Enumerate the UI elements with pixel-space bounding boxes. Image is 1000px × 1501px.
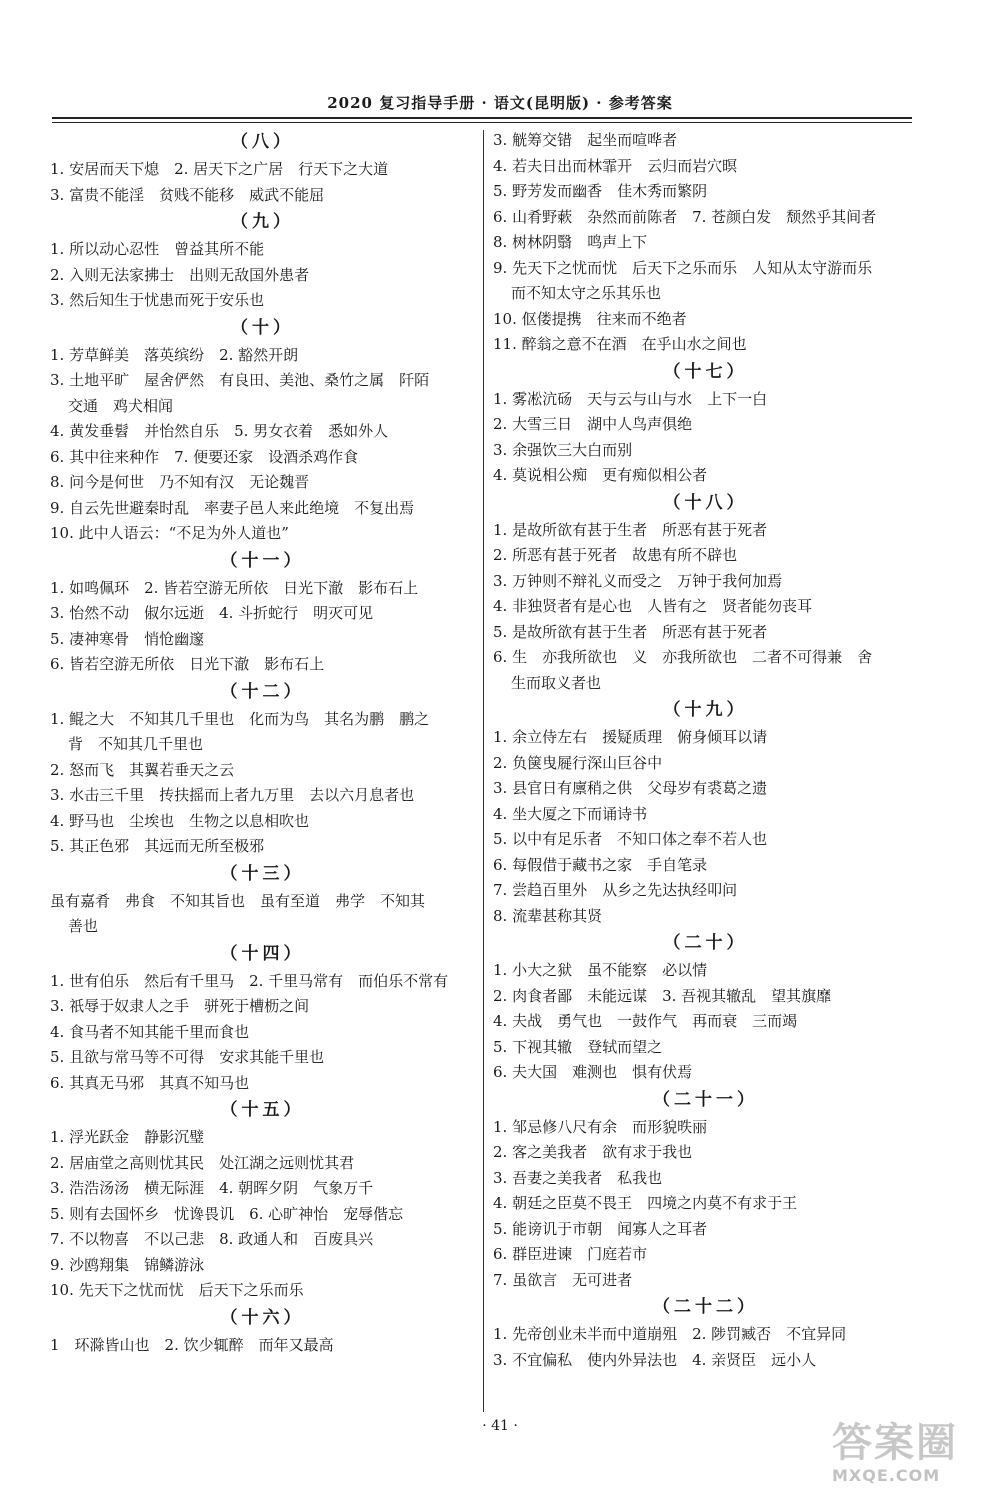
section-title: （十七） xyxy=(663,361,748,382)
answer-line: 5. 则有去国怀乡 忧谗畏讥 6. 心旷神怡 宠辱偕忘 xyxy=(50,1204,404,1223)
answer-line: 3. 水击三千里 抟扶摇而上者九万里 去以六月息者也 xyxy=(50,786,415,804)
answer-line: 4. 非独贤者有是心也 人皆有之 贤者能勿丧耳 xyxy=(493,597,813,615)
answer-line: 2. 入则无法家拂士 出则无敌国外患者 xyxy=(50,265,310,284)
answer-line: 3. 觥筹交错 起坐而喧哗者 xyxy=(493,131,678,149)
section-title: （十八） xyxy=(663,492,748,513)
answer-line: 背 不知其几千里也 xyxy=(68,735,204,753)
answer-line: 8. 问今是何世 乃不知有汉 无论魏晋 xyxy=(50,473,310,491)
answer-line: 1. 如鸣佩环 2. 皆若空游无所依 日光下澈 影布石上 xyxy=(50,578,419,597)
answer-line: 1. 世有伯乐 然后有千里马 2. 千里马常有 而伯乐不常有 xyxy=(50,971,449,990)
section-title: （九） xyxy=(231,212,294,232)
answer-line: 5. 其正色邪 其远而无所至极邪 xyxy=(50,837,265,855)
section-title: （十三） xyxy=(220,863,305,884)
answer-line: 10. 先天下之忧而忧 后天下之乐而乐 xyxy=(50,1281,304,1299)
header-rule-thick xyxy=(52,117,912,119)
answer-line: 4. 野马也 尘埃也 生物之以息相吹也 xyxy=(50,811,310,830)
answer-line: 6. 其中往来种作 7. 便要还家 设酒杀鸡作食 xyxy=(50,447,359,466)
answer-line: 4. 朝廷之臣莫不畏王 四境之内莫不有求于王 xyxy=(493,1194,798,1212)
answer-line: 2. 负箧曳屣行深山巨谷中 xyxy=(493,753,663,772)
answer-line: 2. 大雪三日 湖中人鸟声俱绝 xyxy=(493,415,693,433)
answer-line: 6. 其真无马邪 其真不知马也 xyxy=(50,1073,250,1092)
answer-line: 6. 皆若空游无所依 日光下澈 影布石上 xyxy=(50,655,325,673)
answer-line: 1. 芳草鲜美 落英缤纷 2. 豁然开朗 xyxy=(50,345,299,364)
answer-line: 交通 鸡犬相闻 xyxy=(68,396,174,415)
answer-line: 10. 伛偻提携 往来而不绝者 xyxy=(493,309,687,328)
answer-section xyxy=(50,128,475,208)
answer-section xyxy=(493,128,918,358)
answer-section xyxy=(493,1086,918,1294)
answer-line: 3. 不宜偏私 使内外异法也 4. 亲贤臣 远小人 xyxy=(493,1350,817,1369)
answer-line: 3. 然后知生于忧患而死于安乐也 xyxy=(50,291,265,309)
answer-line: 5. 是故所欲有甚于生者 所恶有甚于死者 xyxy=(493,622,768,641)
answer-line: 4. 莫说相公痴 更有痴似相公者 xyxy=(493,466,708,484)
answer-section xyxy=(50,1096,475,1304)
answer-section xyxy=(493,1293,918,1373)
answer-line: 1. 浮光跃金 静影沉璧 xyxy=(50,1128,205,1146)
answer-line: 4. 若夫日出而林霏开 云归而岩穴暝 xyxy=(493,156,738,175)
answer-line: 2. 所恶有甚于死者 故患有所不辟也 xyxy=(493,546,738,564)
answer-line: 7. 虽欲言 无可进者 xyxy=(493,1270,633,1289)
answer-line: 2. 怒而飞 其翼若垂天之云 xyxy=(50,760,235,779)
answer-section xyxy=(50,678,475,860)
answer-line: 1. 安居而天下熄 2. 居天下之广居 行天下之大道 xyxy=(50,160,389,178)
answer-section xyxy=(50,1304,475,1359)
answer-line: 1. 雾凇沆砀 天与云与山与水 上下一白 xyxy=(493,389,768,408)
answer-line: 2. 肉食者鄙 未能远谋 3. 吾视其辙乱 望其旗靡 xyxy=(493,986,832,1005)
answer-line: 3. 富贵不能淫 贫贱不能移 威武不能屈 xyxy=(50,185,325,204)
answer-line: 6. 生 亦我所欲也 义 亦我所欲也 二者不可得兼 舍 xyxy=(493,648,873,666)
answer-line: 11. 醉翁之意不在酒 在乎山水之间也 xyxy=(493,335,747,353)
section-title: （十一） xyxy=(220,550,305,571)
answer-line: 5. 野芳发而幽香 佳木秀而繁阴 xyxy=(493,182,708,200)
column-divider xyxy=(483,130,484,1412)
answer-line: 9. 自云先世避秦时乱 率妻子邑人来此绝境 不复出焉 xyxy=(50,498,415,517)
answer-line: 而不知太守之乐其乐也 xyxy=(511,284,662,302)
answer-line: 7. 不以物喜 不以己悲 8. 政通人和 百废具兴 xyxy=(50,1230,374,1248)
answer-section xyxy=(50,314,475,547)
watermark-logo xyxy=(832,1420,992,1494)
answer-line: 4. 坐大厦之下而诵诗书 xyxy=(493,804,648,823)
section-title: （十四） xyxy=(220,943,305,964)
right-column xyxy=(493,128,918,1373)
section-title: （二十二） xyxy=(653,1297,758,1317)
answer-line: 10. 此中人语云：“不足为外人道也” xyxy=(50,524,289,542)
section-title: （十五） xyxy=(220,1100,305,1120)
answer-line: 2. 居庙堂之高则忧其民 处江湖之远则忧其君 xyxy=(50,1153,355,1172)
answer-line: 7. 尝趋百里外 从乡之先达执经叩问 xyxy=(493,881,738,899)
answer-line: 1. 是故所欲有甚于生者 所恶有甚于死者 xyxy=(493,520,768,539)
section-title: （十六） xyxy=(220,1307,305,1328)
answer-line: 虽有嘉肴 弗食 不知其旨也 虽有至道 弗学 不知其 xyxy=(50,891,426,910)
answer-line: 5. 凄神寒骨 悄怆幽邃 xyxy=(50,629,205,648)
answer-line: 1. 鲲之大 不知其几千里也 化而为鸟 其名为鹏 鹏之 xyxy=(50,709,430,728)
watermark-logo-text: 答案圈 xyxy=(832,1420,958,1466)
section-title: （二十一） xyxy=(653,1089,758,1110)
section-title: （十九） xyxy=(663,700,748,720)
answer-line: 9. 先天下之忧而忧 后天下之乐而乐 人知从太守游而乐 xyxy=(493,258,873,277)
answer-line: 4. 食马者不知其能千里而食也 xyxy=(50,1022,250,1041)
header-rule-thin xyxy=(52,122,912,123)
answer-line: 8. 流辈甚称其贤 xyxy=(493,906,603,925)
answer-section xyxy=(50,547,475,678)
answer-line: 6. 每假借于藏书之家 手自笔录 xyxy=(493,855,708,874)
answer-line: 3. 怡然不动 俶尔远逝 4. 斗折蛇行 明灭可见 xyxy=(50,604,374,622)
answer-line: 3. 祇辱于奴隶人之手 骈死于槽枥之间 xyxy=(50,997,310,1015)
answer-line: 生而取义者也 xyxy=(511,673,602,692)
answer-section xyxy=(50,208,475,314)
answer-line: 8. 树林阴翳 鸣声上下 xyxy=(493,233,648,251)
answer-section xyxy=(50,860,475,940)
answer-line: 3. 县官日有廪稍之供 父母岁有裘葛之遗 xyxy=(493,779,768,797)
answer-line: 6. 山肴野蔌 杂然而前陈者 7. 苍颜白发 颓然乎其间者 xyxy=(493,207,877,226)
section-title: （十） xyxy=(231,317,294,338)
answer-line: 1 环滁皆山也 2. 饮少辄醉 而年又最高 xyxy=(50,1335,334,1354)
answer-line: 2. 客之美我者 欲有求于我也 xyxy=(493,1143,693,1161)
answer-line: 6. 群臣进谏 门庭若市 xyxy=(493,1245,648,1263)
answer-section xyxy=(493,929,918,1086)
page-number: · 41 · xyxy=(482,1418,518,1434)
section-title: （十二） xyxy=(220,681,305,702)
watermark-domain: MXQE.COM xyxy=(832,1466,941,1485)
answer-line: 3. 万钟则不辩礼义而受之 万钟于我何加焉 xyxy=(493,571,783,590)
answer-line: 4. 夫战 勇气也 一鼓作气 再而衰 三而竭 xyxy=(493,1012,798,1030)
answer-line: 5. 以中有足乐者 不知口体之奉不若人也 xyxy=(493,830,768,848)
answer-line: 1. 小大之狱 虽不能察 必以情 xyxy=(493,961,708,979)
answer-line: 1. 邹忌修八尺有余 而形貌昳丽 xyxy=(493,1117,708,1136)
answer-line: 5. 能谤讥于市朝 闻寡人之耳者 xyxy=(493,1219,708,1238)
answer-section xyxy=(50,940,475,1097)
answer-line: 9. 沙鸥翔集 锦鳞游泳 xyxy=(50,1255,205,1274)
left-column xyxy=(50,128,475,1358)
answer-line: 3. 余强饮三大白而别 xyxy=(493,440,633,459)
answer-line: 1. 先帝创业未半而中道崩殂 2. 陟罚臧否 不宜异同 xyxy=(493,1325,847,1343)
answer-line: 3. 浩浩汤汤 横无际涯 4. 朝晖夕阴 气象万千 xyxy=(50,1179,374,1197)
answer-line: 4. 黄发垂髫 并怡然自乐 5. 男女衣着 悉如外人 xyxy=(50,422,389,440)
answer-section xyxy=(493,489,918,697)
answer-line: 5. 下视其辙 登轼而望之 xyxy=(493,1037,663,1056)
answer-line: 6. 夫大国 难测也 惧有伏焉 xyxy=(493,1063,693,1081)
answer-line: 1. 所以动心忍性 曾益其所不能 xyxy=(50,240,265,258)
answer-section xyxy=(493,358,918,489)
answer-section xyxy=(493,696,918,929)
answer-line: 1. 余立侍左右 援疑质理 俯身倾耳以请 xyxy=(493,728,768,746)
answer-line: 善也 xyxy=(68,917,99,935)
section-title: （八） xyxy=(231,132,294,152)
answer-line: 3. 土地平旷 屋舍俨然 有良田、美池、桑竹之属 阡陌 xyxy=(50,371,430,389)
answer-line: 3. 吾妻之美我者 私我也 xyxy=(493,1168,663,1187)
answer-line: 5. 且欲与常马等不可得 安求其能千里也 xyxy=(50,1048,325,1066)
section-title: （二十） xyxy=(663,933,748,953)
page-header: 2020 复习指导手册 · 语文(昆明版) · 参考答案 xyxy=(327,94,673,112)
